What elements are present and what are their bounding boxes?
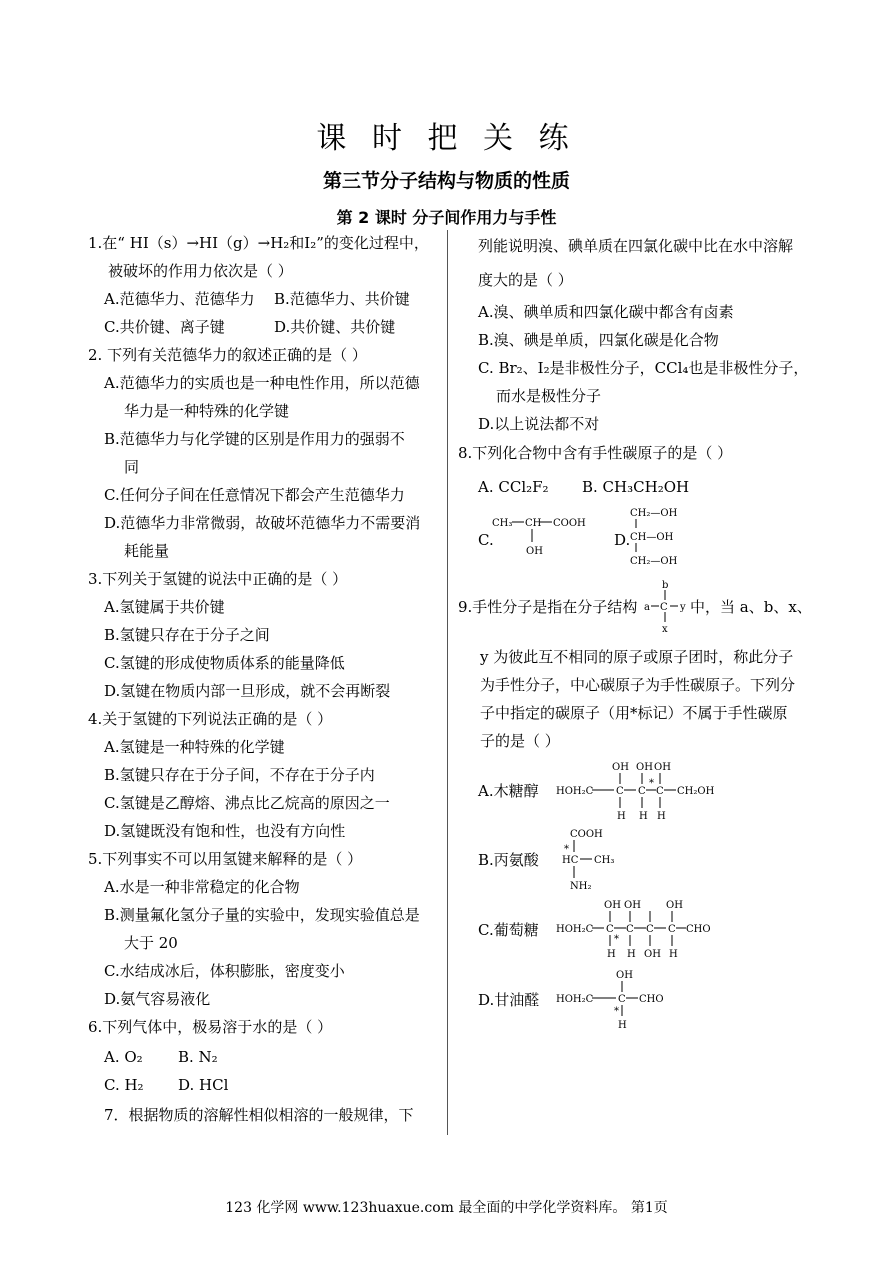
q2-option-d-line1: D.范德华力非常微弱，故破坏范德华力不需要消 <box>104 514 421 532</box>
q9-option-a-label: A.木糖醇 <box>478 782 539 800</box>
q5-option-b-line2: 大于 20 <box>124 934 178 952</box>
svg-text:OH: OH <box>616 970 633 981</box>
svg-text:H: H <box>669 949 678 960</box>
svg-text:CH₂—OH: CH₂—OH <box>630 508 678 519</box>
svg-text:y: y <box>680 602 686 613</box>
svg-text:C: C <box>616 786 624 797</box>
svg-text:COOH: COOH <box>570 829 603 840</box>
lesson-title: 第 2 课时 分子间作用力与手性 <box>336 208 557 227</box>
svg-text:H: H <box>627 949 636 960</box>
q9-option-c-structure <box>556 898 726 960</box>
svg-text:COOH: COOH <box>553 518 586 529</box>
q2-stem: 2. 下列有关范德华力的叙述正确的是（ ） <box>88 346 367 364</box>
svg-text:OH: OH <box>636 762 653 773</box>
q8-option-d-structure <box>628 504 688 568</box>
svg-text:CH₃: CH₃ <box>492 518 513 529</box>
q8-option-a: A. CCl₂F₂ <box>478 478 549 496</box>
q2-option-a-line2: 华力是一种特殊的化学键 <box>124 402 290 420</box>
svg-text:CHO: CHO <box>639 994 664 1005</box>
svg-text:*: * <box>564 844 569 855</box>
q1-stem-line1: 1.在“ HI（s）→HI（g）→H₂和I₂”的变化过程中， <box>88 234 429 252</box>
svg-text:OH: OH <box>666 900 683 911</box>
q1-stem-line2: 被破坏的作用力依次是（ ） <box>108 262 293 280</box>
q6-option-d: D. HCl <box>178 1076 229 1094</box>
q5-option-b-line1: B.测量氟化氢分子量的实验中，发现实验值总是 <box>104 906 420 924</box>
q7-option-b: B.溴、碘是单质，四氯化碳是化合物 <box>478 331 719 349</box>
q1-option-b: B.范德华力、共价键 <box>274 290 410 308</box>
svg-text:CH₂—OH: CH₂—OH <box>630 556 678 567</box>
q4-option-c: C.氢键是乙醇熔、沸点比乙烷高的原因之一 <box>104 794 390 812</box>
svg-text:C: C <box>646 924 654 935</box>
q7-stem-line2: 列能说明溴、碘单质在四氯化碳中比在水中溶解 <box>478 237 794 255</box>
q3-option-b: B.氢键只存在于分子之间 <box>104 626 270 644</box>
q9-option-b-structure <box>560 826 630 894</box>
svg-text:H: H <box>607 949 616 960</box>
svg-text:C: C <box>618 994 626 1005</box>
svg-text:HOH₂C: HOH₂C <box>556 994 594 1005</box>
svg-text:b: b <box>662 580 669 591</box>
q2-option-a-line1: A.范德华力的实质也是一种电性作用，所以范德 <box>104 374 420 392</box>
svg-text:OH: OH <box>644 949 661 960</box>
svg-text:CH₃: CH₃ <box>594 855 615 866</box>
svg-text:H: H <box>618 1020 627 1031</box>
q9-option-b-label: B.丙氨酸 <box>478 851 539 869</box>
page-title: 课 时 把 关 练 <box>316 121 577 156</box>
svg-text:OH: OH <box>654 762 671 773</box>
q9-chiral-fragment <box>644 578 688 634</box>
svg-text:CH—OH: CH—OH <box>630 532 674 543</box>
q7-option-c-line1: C. Br₂、I₂是非极性分子，CCl₄也是非极性分子， <box>478 359 809 377</box>
section-title: 第三节分子结构与物质的性质 <box>322 170 570 192</box>
q6-option-a: A. O₂ <box>104 1048 143 1066</box>
svg-text:CH₂OH: CH₂OH <box>677 786 715 797</box>
q4-option-b: B.氢键只存在于分子间，不存在于分子内 <box>104 766 375 784</box>
q9-stem-line4: 子中指定的碳原子（用*标记）不属于手性碳原 <box>480 704 788 722</box>
q8-option-d-label: D. <box>614 531 631 549</box>
svg-text:*: * <box>649 778 654 789</box>
q9-stem-line3: 为手性分子，中心碳原子为手性碳原子。下列分 <box>480 676 796 694</box>
q9-option-d-label: D.甘油醛 <box>478 991 540 1009</box>
svg-text:x: x <box>662 624 668 635</box>
svg-text:H: H <box>657 811 666 822</box>
q2-option-c: C.任何分子间在任意情况下都会产生范德华力 <box>104 486 405 504</box>
q6-option-c: C. H₂ <box>104 1076 144 1094</box>
svg-text:HOH₂C: HOH₂C <box>556 924 594 935</box>
q8-option-c-structure <box>492 512 602 562</box>
q8-option-b: B. CH₃CH₂OH <box>582 478 690 496</box>
q4-stem: 4.关于氢键的下列说法正确的是（ ） <box>88 710 333 728</box>
q3-stem: 3.下列关于氢键的说法中正确的是（ ） <box>88 570 348 588</box>
q1-option-a: A.范德华力、范德华力 <box>104 290 255 308</box>
q9-option-c-label: C.葡萄糖 <box>478 921 539 939</box>
q7-option-d: D.以上说法都不对 <box>478 415 600 433</box>
svg-text:H: H <box>639 811 648 822</box>
svg-text:OH: OH <box>526 546 543 557</box>
svg-text:CH: CH <box>525 518 542 529</box>
q9-stem-line1a: 9.手性分子是指在分子结构 <box>458 598 638 616</box>
svg-text:C: C <box>638 786 646 797</box>
svg-text:HOH₂C: HOH₂C <box>556 786 594 797</box>
q7-stem-line3: 度大的是（ ） <box>478 271 573 289</box>
q5-option-c: C.水结成冰后，体积膨胀，密度变小 <box>104 962 345 980</box>
svg-text:C: C <box>656 786 664 797</box>
q9-stem-line2: y 为彼此互不相同的原子或原子团时，称此分子 <box>480 648 794 666</box>
q3-option-a: A.氢键属于共价键 <box>104 598 225 616</box>
q1-option-d: D.共价键、共价键 <box>274 318 396 336</box>
svg-text:*: * <box>614 934 619 945</box>
q2-option-d-line2: 耗能量 <box>124 542 170 560</box>
q7-option-c-line2: 而水是极性分子 <box>496 387 602 405</box>
svg-text:H: H <box>617 811 626 822</box>
q3-option-d: D.氢键在物质内部一旦形成，就不会再断裂 <box>104 682 391 700</box>
q7-option-a: A.溴、碘单质和四氯化碳中都含有卤素 <box>478 303 734 321</box>
q9-stem-line5: 子的是（ ） <box>480 732 560 750</box>
q4-option-d: D.氢键既没有饱和性，也没有方向性 <box>104 822 346 840</box>
q1-option-c: C.共价键、离子键 <box>104 318 225 336</box>
svg-text:OH: OH <box>612 762 629 773</box>
q8-stem: 8.下列化合物中含有手性碳原子的是（ ） <box>458 444 733 462</box>
column-divider <box>447 230 448 1135</box>
svg-text:C: C <box>660 602 668 613</box>
page-footer: 123 化学网 www.123huaxue.com 最全面的中学化学资料库。 第1页 <box>225 1200 668 1216</box>
q6-stem: 6.下列气体中，极易溶于水的是（ ） <box>88 1018 333 1036</box>
q2-option-b-line2: 同 <box>124 458 140 476</box>
svg-text:a: a <box>644 602 650 613</box>
svg-text:C: C <box>606 924 614 935</box>
svg-text:HC: HC <box>562 855 579 866</box>
q3-option-c: C.氢键的形成使物质体系的能量降低 <box>104 654 345 672</box>
q6-option-b: B. N₂ <box>178 1048 218 1066</box>
svg-text:C: C <box>626 924 634 935</box>
svg-text:NH₂: NH₂ <box>570 881 592 892</box>
svg-text:OH: OH <box>624 900 641 911</box>
q8-option-c-label: C. <box>478 531 494 549</box>
svg-text:*: * <box>614 1006 619 1017</box>
q5-option-a: A.水是一种非常稳定的化合物 <box>104 878 300 896</box>
q7-stem-line1: 7．根据物质的溶解性相似相溶的一般规律，下 <box>104 1106 414 1124</box>
svg-text:OH: OH <box>604 900 621 911</box>
q2-option-b-line1: B.范德华力与化学键的区别是作用力的强弱不 <box>104 430 405 448</box>
q4-option-a: A.氢键是一种特殊的化学键 <box>104 738 285 756</box>
svg-text:C: C <box>668 924 676 935</box>
q5-stem: 5.下列事实不可以用氢键来解释的是（ ） <box>88 850 363 868</box>
q9-option-a-structure <box>556 760 726 822</box>
q5-option-d: D.氨气容易液化 <box>104 990 211 1008</box>
svg-text:CHO: CHO <box>686 924 711 935</box>
q9-stem-line1b: 中，当 a、b、x、 <box>690 598 812 616</box>
q9-option-d-structure <box>556 968 676 1032</box>
